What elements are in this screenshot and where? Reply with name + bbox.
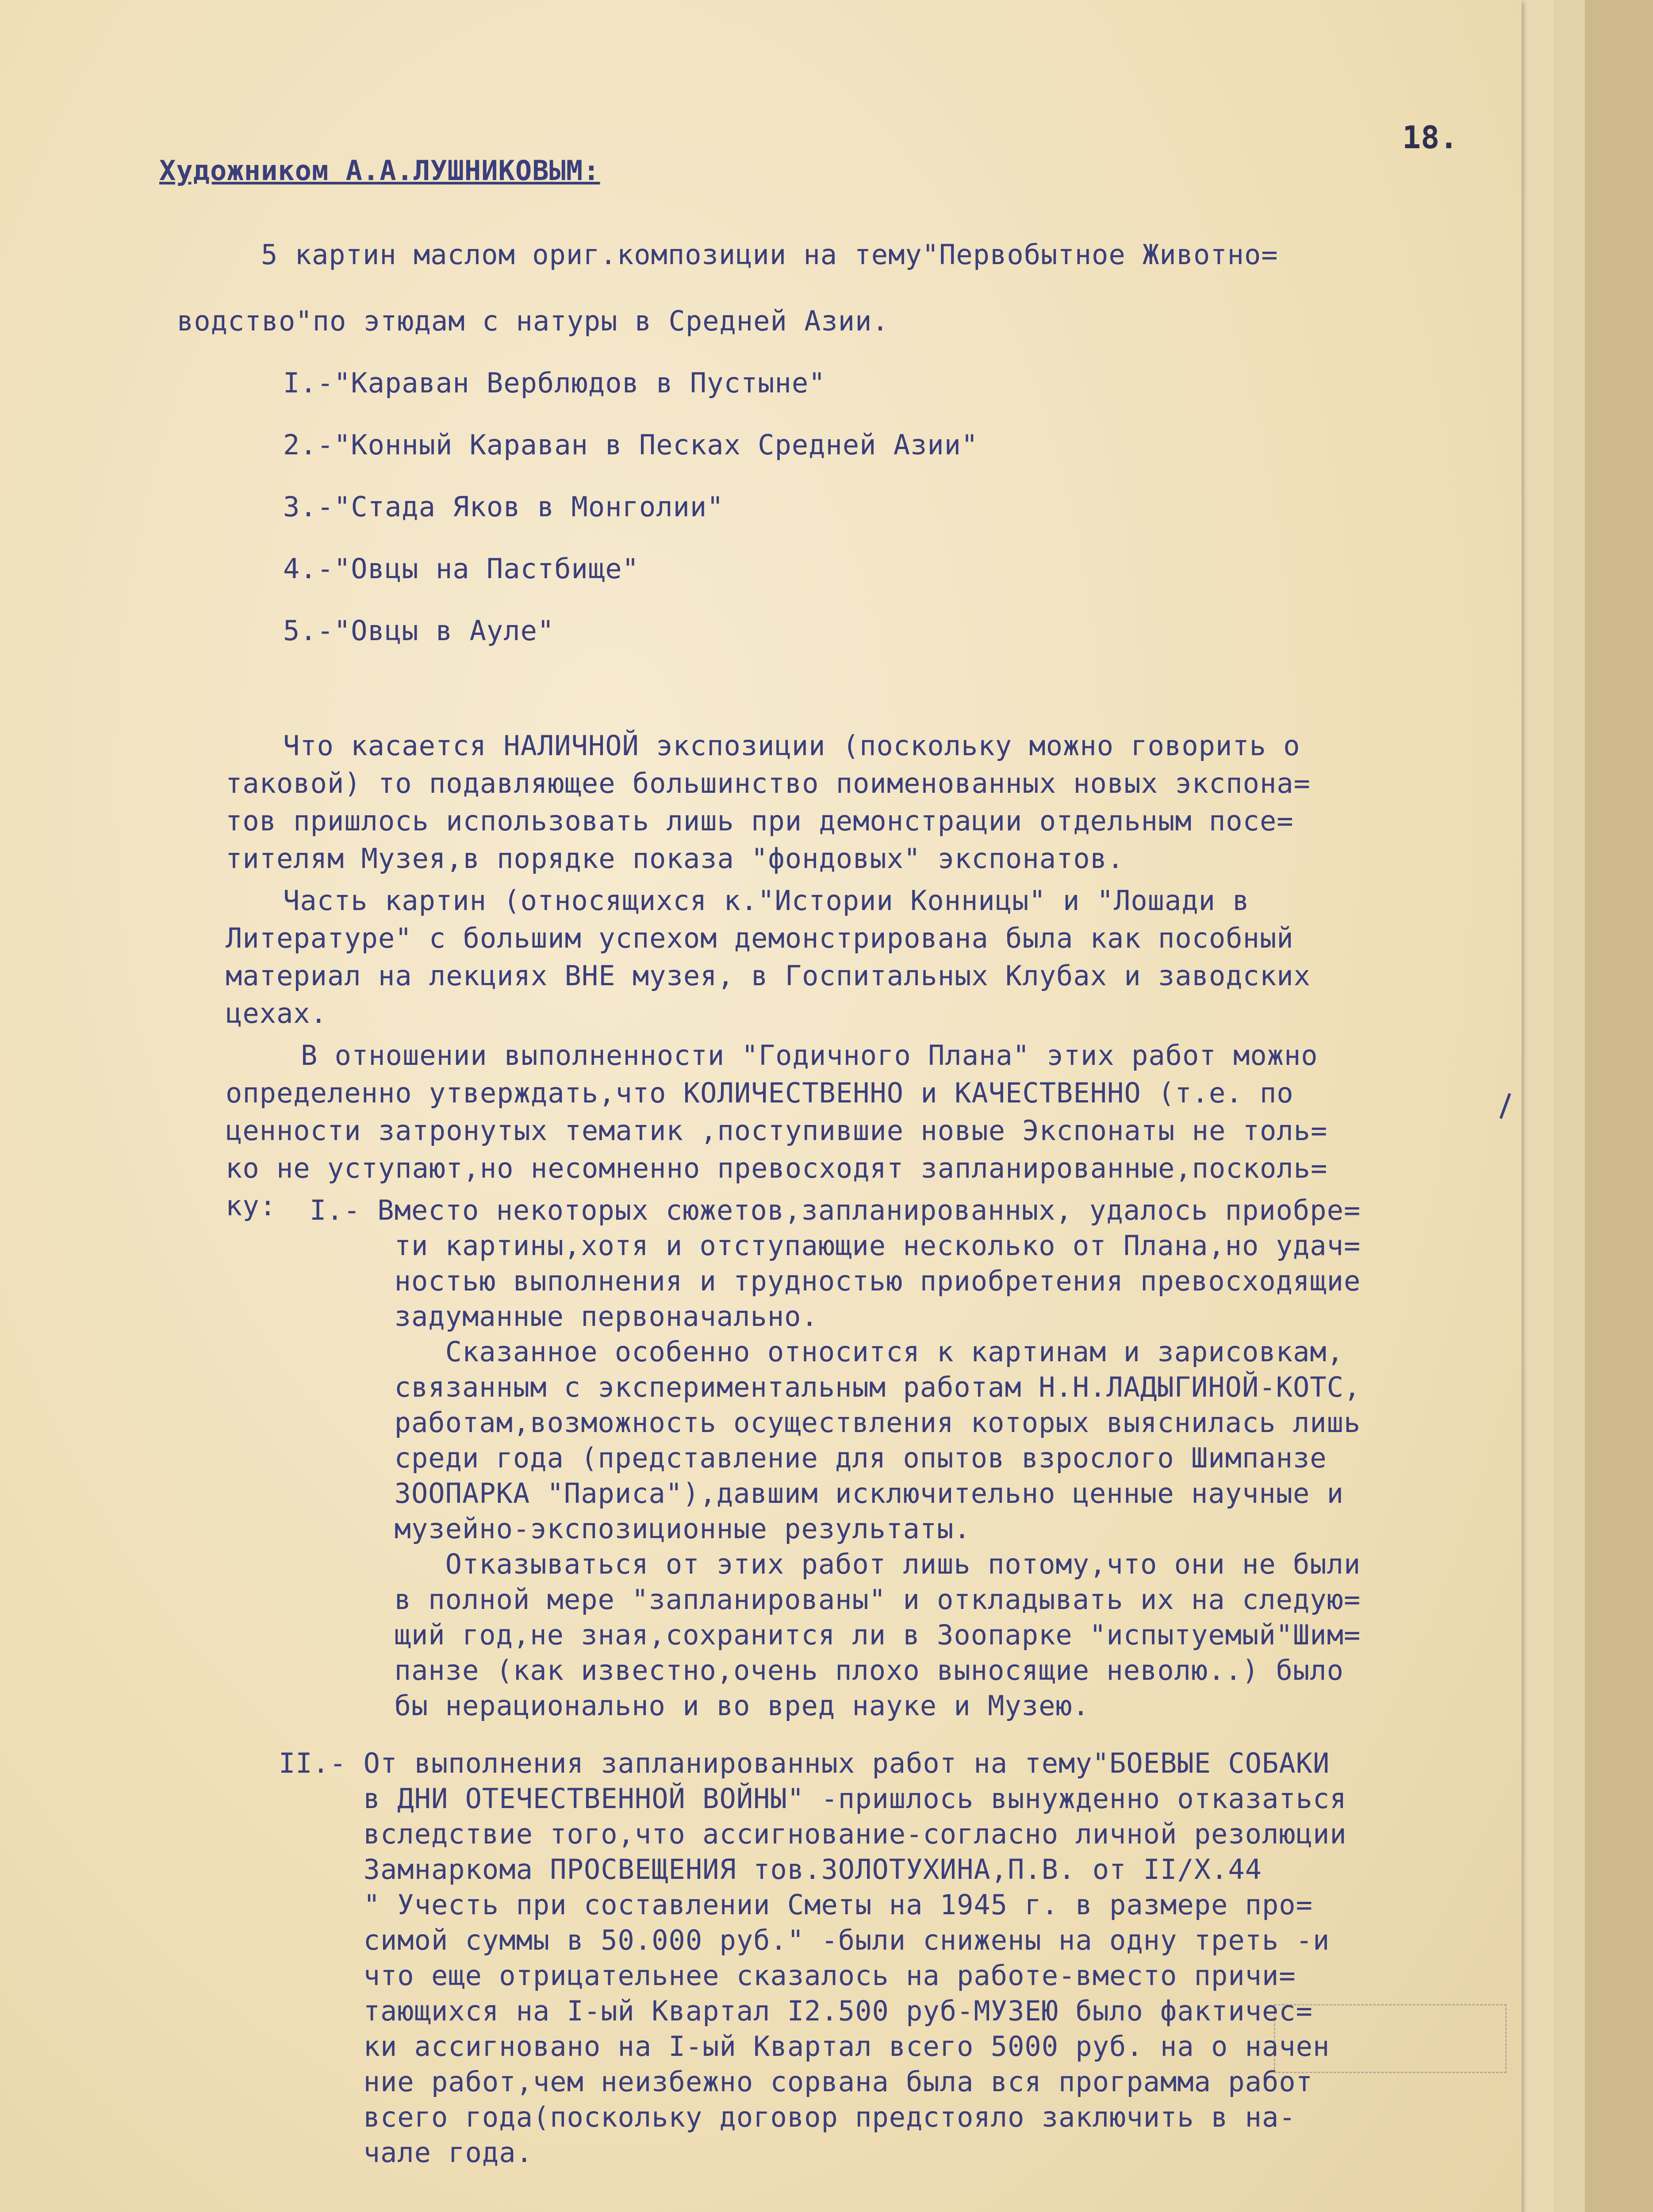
paper-stack-edge: [1517, 0, 1554, 2212]
point-line: ЗООПАРКА "Париса"),давшим исключительно ценные научные и: [310, 1477, 1344, 1509]
point-line: работам,возможность осуществления которых выяснилась лишь: [310, 1406, 1361, 1439]
point-line: задуманные первоначально.: [310, 1300, 818, 1333]
paragraph-line: В отношении выполненности "Годичного Плана" этих работ можно: [301, 1039, 1318, 1071]
point-line: " Учесть при составлении Сметы на 1945 г. в размере про=: [279, 1889, 1313, 1921]
point-line: ностью выполнения и трудностью приобретения превосходящие: [310, 1265, 1361, 1297]
point-line: II.- От выполнения запланированных работ на тему"БОЕВЫЕ СОБАКИ: [279, 1747, 1330, 1779]
paragraph-line: Что касается НАЛИЧНОЙ экспозиции (поскольку можно говорить о: [283, 730, 1300, 762]
section-heading: Художником А.А.ЛУШНИКОВЫМ:: [159, 154, 600, 187]
painting-item: I.-"Караван Верблюдов в Пустыне": [283, 367, 826, 399]
point-line: I.- Вместо некоторых сюжетов,запланированных, удалось приобре=: [310, 1194, 1361, 1226]
point-line: симой суммы в 50.000 руб." -были снижены на одну треть -и: [279, 1924, 1330, 1956]
point-line: что еще отрицательнее сказалось на работе-вместо причи=: [279, 1959, 1296, 1992]
point-line: тающихся на I-ый Квартал I2.500 руб-МУЗЕЮ было фактичес=: [279, 1995, 1313, 2027]
paragraph-line: тителям Музея,в порядке показа "фондовых" экспонатов.: [226, 842, 1124, 875]
paragraph-line: ценности затронутых тематик ,поступившие новые Экспонаты не толь=: [226, 1114, 1328, 1147]
paragraph-line: Часть картин (относящихся к."Истории Конницы" и "Лошади в: [283, 884, 1250, 917]
painting-item: 2.-"Конный Караван в Песках Средней Азии": [283, 429, 978, 461]
point-line: ние работ,чем неизбежно сорвана была вся программа работ: [279, 2066, 1313, 2098]
point-line: Отказываться от этих работ лишь потому,что они не были: [310, 1548, 1361, 1580]
paragraph-line: Литературе" с большим успехом демонстрирована была как пособный: [226, 922, 1294, 954]
point-line: панзе (как известно,очень плохо выносящие неволю..) было: [310, 1654, 1344, 1686]
point-line: бы нерационально и во вред науке и Музею.: [310, 1690, 1090, 1722]
point-line: чале года.: [279, 2136, 533, 2169]
point-line: Сказанное особенно относится к картинам и зарисовкам,: [310, 1336, 1344, 1368]
point-line: вследствие того,что ассигнование-согласно личной резолюции: [279, 1818, 1347, 1850]
painting-item: 4.-"Овцы на Пастбище": [283, 553, 639, 585]
point-line: среди года (представление для опытов взрослого Шимпанзе: [310, 1442, 1327, 1474]
point-line: в ДНИ ОТЕЧЕСТВЕННОЙ ВОЙНЫ" -пришлось вынужденно отказаться: [279, 1782, 1347, 1815]
paragraph-line: материал на лекциях ВНЕ музея, в Госпитальных Клубах и заводских: [226, 960, 1311, 992]
point-line: ти картины,хотя и отступающие несколько от Плана,но удач=: [310, 1229, 1361, 1262]
point-line: всего года(поскольку договор предстояло заключить в на-: [279, 2101, 1296, 2133]
point-line: ки ассигновано на I-ый Квартал всего 5000 руб. на о начен: [279, 2030, 1330, 2062]
painting-item: 3.-"Стада Яков в Монголии": [283, 491, 724, 523]
page-number: 18.: [1402, 119, 1458, 156]
point-line: Замнаркома ПРОСВЕЩЕНИЯ тов.ЗОЛОТУХИНА,П.В. от II/X.44: [279, 1853, 1262, 1886]
margin-mark: [1500, 1093, 1511, 1119]
intro-line-1: 5 картин маслом ориг.композиции на тему"Первобытное Животно=: [261, 238, 1278, 271]
intro-line-2: водство"по этюдам с натуры в Средней Азии.: [177, 305, 889, 337]
paragraph-line: определенно утверждать,что КОЛИЧЕСТВЕННО и КАЧЕСТВЕННО (т.е. по: [226, 1077, 1294, 1109]
paragraph-line: ко не уступают,но несомненно превосходят запланированные,посколь=: [226, 1152, 1328, 1184]
painting-item: 5.-"Овцы в Ауле": [283, 614, 555, 647]
point-line: музейно-экспозиционные результаты.: [310, 1513, 971, 1545]
point-line: в полной мере "запланированы" и откладывать их на следую=: [310, 1583, 1361, 1616]
paragraph-line: ку:: [226, 1190, 276, 1222]
point-line: щий год,не зная,сохранится ли в Зоопарке "испытуемый"Шим=: [310, 1619, 1361, 1651]
paragraph-line: цехах.: [226, 997, 327, 1029]
archive-stamp: [1274, 2004, 1507, 2073]
point-line: связанным с экспериментальным работам Н.Н.ЛАДЫГИНОЙ-КОТС,: [310, 1371, 1361, 1403]
paragraph-line: таковой) то подавляющее большинство поименованных новых экспона=: [226, 767, 1311, 799]
paragraph-line: тов пришлось использовать лишь при демонстрации отдельным посе=: [226, 805, 1294, 837]
